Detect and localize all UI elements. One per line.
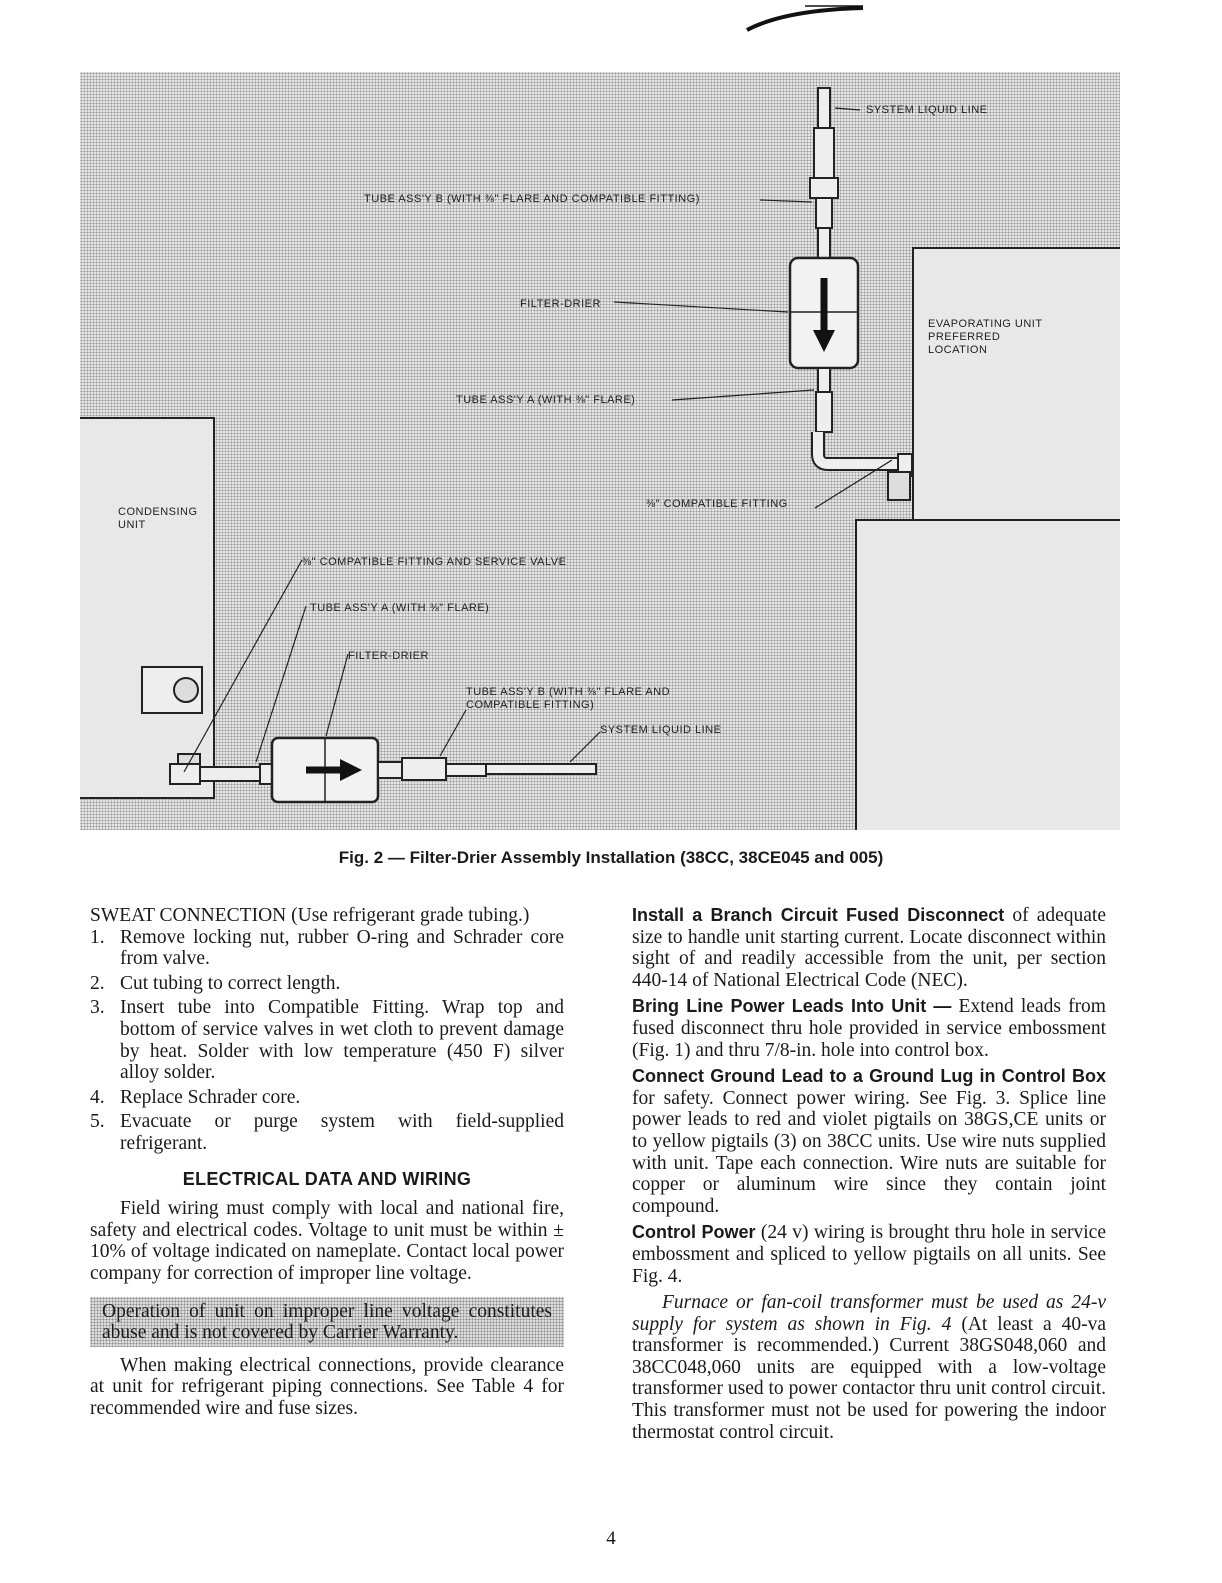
step-text: Cut tubing to correct length. (120, 972, 341, 994)
step-number: 3. (90, 997, 105, 1019)
paragraph-body: for safety. Connect power wiring. See Fig. 3. Splice line power leads to red and violet pigtails on 38GS,CE units or to yellow pigtails (3) on 38CC units. Use wire nuts supplied with unit. Tape each connection. Wire nuts are suitable for copper or aluminum wire since they contain joint compound. (632, 1087, 1106, 1217)
paragraph-fused-disconnect (632, 905, 1106, 991)
paragraph-transformer (632, 1292, 1106, 1443)
label-filter-drier-top: FILTER-DRIER (520, 298, 601, 310)
step-text: Evacuate or purge system with field-supplied refrigerant. (120, 1111, 564, 1154)
step-number: 5. (90, 1111, 105, 1133)
paragraph-body: Extend leads from fused disconnect thru hole provided in service embossment (Fig. 1) and thru 7/8-in. hole into control box. (632, 996, 1106, 1061)
step-text: Insert tube into Compatible Fitting. Wrap top and bottom of service valves in wet cloth to prevent damage by heat. Solder with low temperature (450 F) silver alloy solder. (120, 997, 564, 1084)
label-filter-drier-bottom: FILTER-DRIER (348, 650, 429, 662)
sweat-steps-list (90, 927, 564, 1155)
label-compatible-fitting: ⅜" COMPATIBLE FITTING (646, 498, 788, 510)
run-in-heading: Bring Line Power Leads Into Unit — (632, 996, 952, 1017)
step-text: Replace Schrader core. (120, 1086, 301, 1108)
label-tube-a-top: TUBE ASS'Y A (WITH ⅜" FLARE) (456, 394, 636, 406)
run-in-heading: Install a Branch Circuit Fused Disconnect (632, 905, 1005, 925)
lower-right-cabinet (856, 520, 1120, 830)
paragraph-field-wiring: Field wiring must comply with local and national fire, safety and electrical codes. Voltage to unit must be within ± 10% of voltage indicated on nameplate. Contact local power company for correction of improper line voltage. (90, 1198, 564, 1284)
right-column (632, 905, 1106, 1448)
leader-lines (184, 108, 892, 772)
paragraph-control-power (632, 1222, 1106, 1287)
label-tube-b-top: TUBE ASS'Y B (WITH ⅜" FLARE AND COMPATIBLE FITTING) (364, 193, 700, 205)
paragraph-body: (At least a 40-va transformer is recommended.) Current 38GS048,060 and 38CC048,060 units are equipped with a low-voltage transformer used to power contactor thru unit control circuit. This transformer must not be used for powering the indoor thermostat control circuit. (632, 1313, 1106, 1443)
label-tube-a-bottom: TUBE ASS'Y A (WITH ⅜" FLARE) (310, 602, 490, 614)
label-compatible-service-valve: ⅜" COMPATIBLE FITTING AND SERVICE VALVE (302, 556, 567, 568)
scan-mark (745, 2, 865, 12)
paragraph-clearance: When making electrical connections, provide clearance at unit for refrigerant piping connections. See Table 4 for recommended wire and fuse sizes. (90, 1354, 564, 1419)
list-item (90, 1087, 564, 1109)
horizontal-filter-drier-assembly (170, 738, 596, 802)
section-heading-electrical: ELECTRICAL DATA AND WIRING (182, 1168, 472, 1189)
run-in-heading: Control Power (632, 1222, 756, 1243)
paragraph-body: of adequate size to handle unit starting current. Locate disconnect within sight of and readily accessible from the unit, per section 440-14 of National Electrical Code (NEC). (632, 905, 1106, 991)
label-system-liquid-line-top: SYSTEM LIQUID LINE (866, 104, 988, 116)
step-text: Remove locking nut, rubber O-ring and Schrader core from valve. (120, 926, 564, 970)
step-number: 2. (90, 972, 105, 994)
left-column (90, 905, 564, 1419)
emphasis-text: Furnace or fan-coil transformer must be used as 24-v supply for system as shown in Fig. 4 (632, 1292, 1106, 1335)
warranty-notice: Operation of unit on improper line voltage constitutes abuse and is not covered by Carrier Warranty. (90, 1297, 564, 1347)
label-condensing-unit: CONDENSING UNIT (118, 506, 198, 531)
vertical-filter-drier-assembly (790, 88, 912, 500)
paragraph-body: (24 v) wiring is brought thru hole in service embossment and spliced to yellow pigtails on all units. See Fig. 4. (632, 1222, 1106, 1287)
figure-caption: Fig. 2 — Filter-Drier Assembly Installation (38CC, 38CE045 and 005) (338, 848, 884, 867)
step-number: 4. (90, 1086, 105, 1108)
condensing-unit-box (80, 418, 214, 798)
label-system-liquid-line-bottom: SYSTEM LIQUID LINE (600, 724, 722, 736)
step-number: 1. (90, 926, 105, 948)
page-number: 4 (606, 1528, 616, 1549)
label-tube-b-bottom: TUBE ASS'Y B (WITH ⅜" FLARE AND COMPATIBLE FITTING) (466, 686, 671, 711)
figure-drawing (80, 72, 1120, 830)
run-in-heading: Connect Ground Lead to a Ground Lug in Control Box (632, 1066, 1106, 1087)
list-item (90, 1111, 564, 1154)
list-item (90, 997, 564, 1083)
evaporating-unit-box (913, 248, 1120, 520)
sweat-connection-intro: SWEAT CONNECTION (Use refrigerant grade tubing.) (90, 905, 530, 926)
list-item (90, 927, 564, 970)
label-evaporating-unit: EVAPORATING UNIT PREFERRED LOCATION (928, 318, 1043, 356)
paragraph-ground-lead (632, 1066, 1106, 1217)
list-item (90, 973, 564, 995)
scan-streak-icon (745, 2, 865, 32)
filter-drier-figure (80, 72, 1120, 830)
paragraph-line-power (632, 996, 1106, 1061)
